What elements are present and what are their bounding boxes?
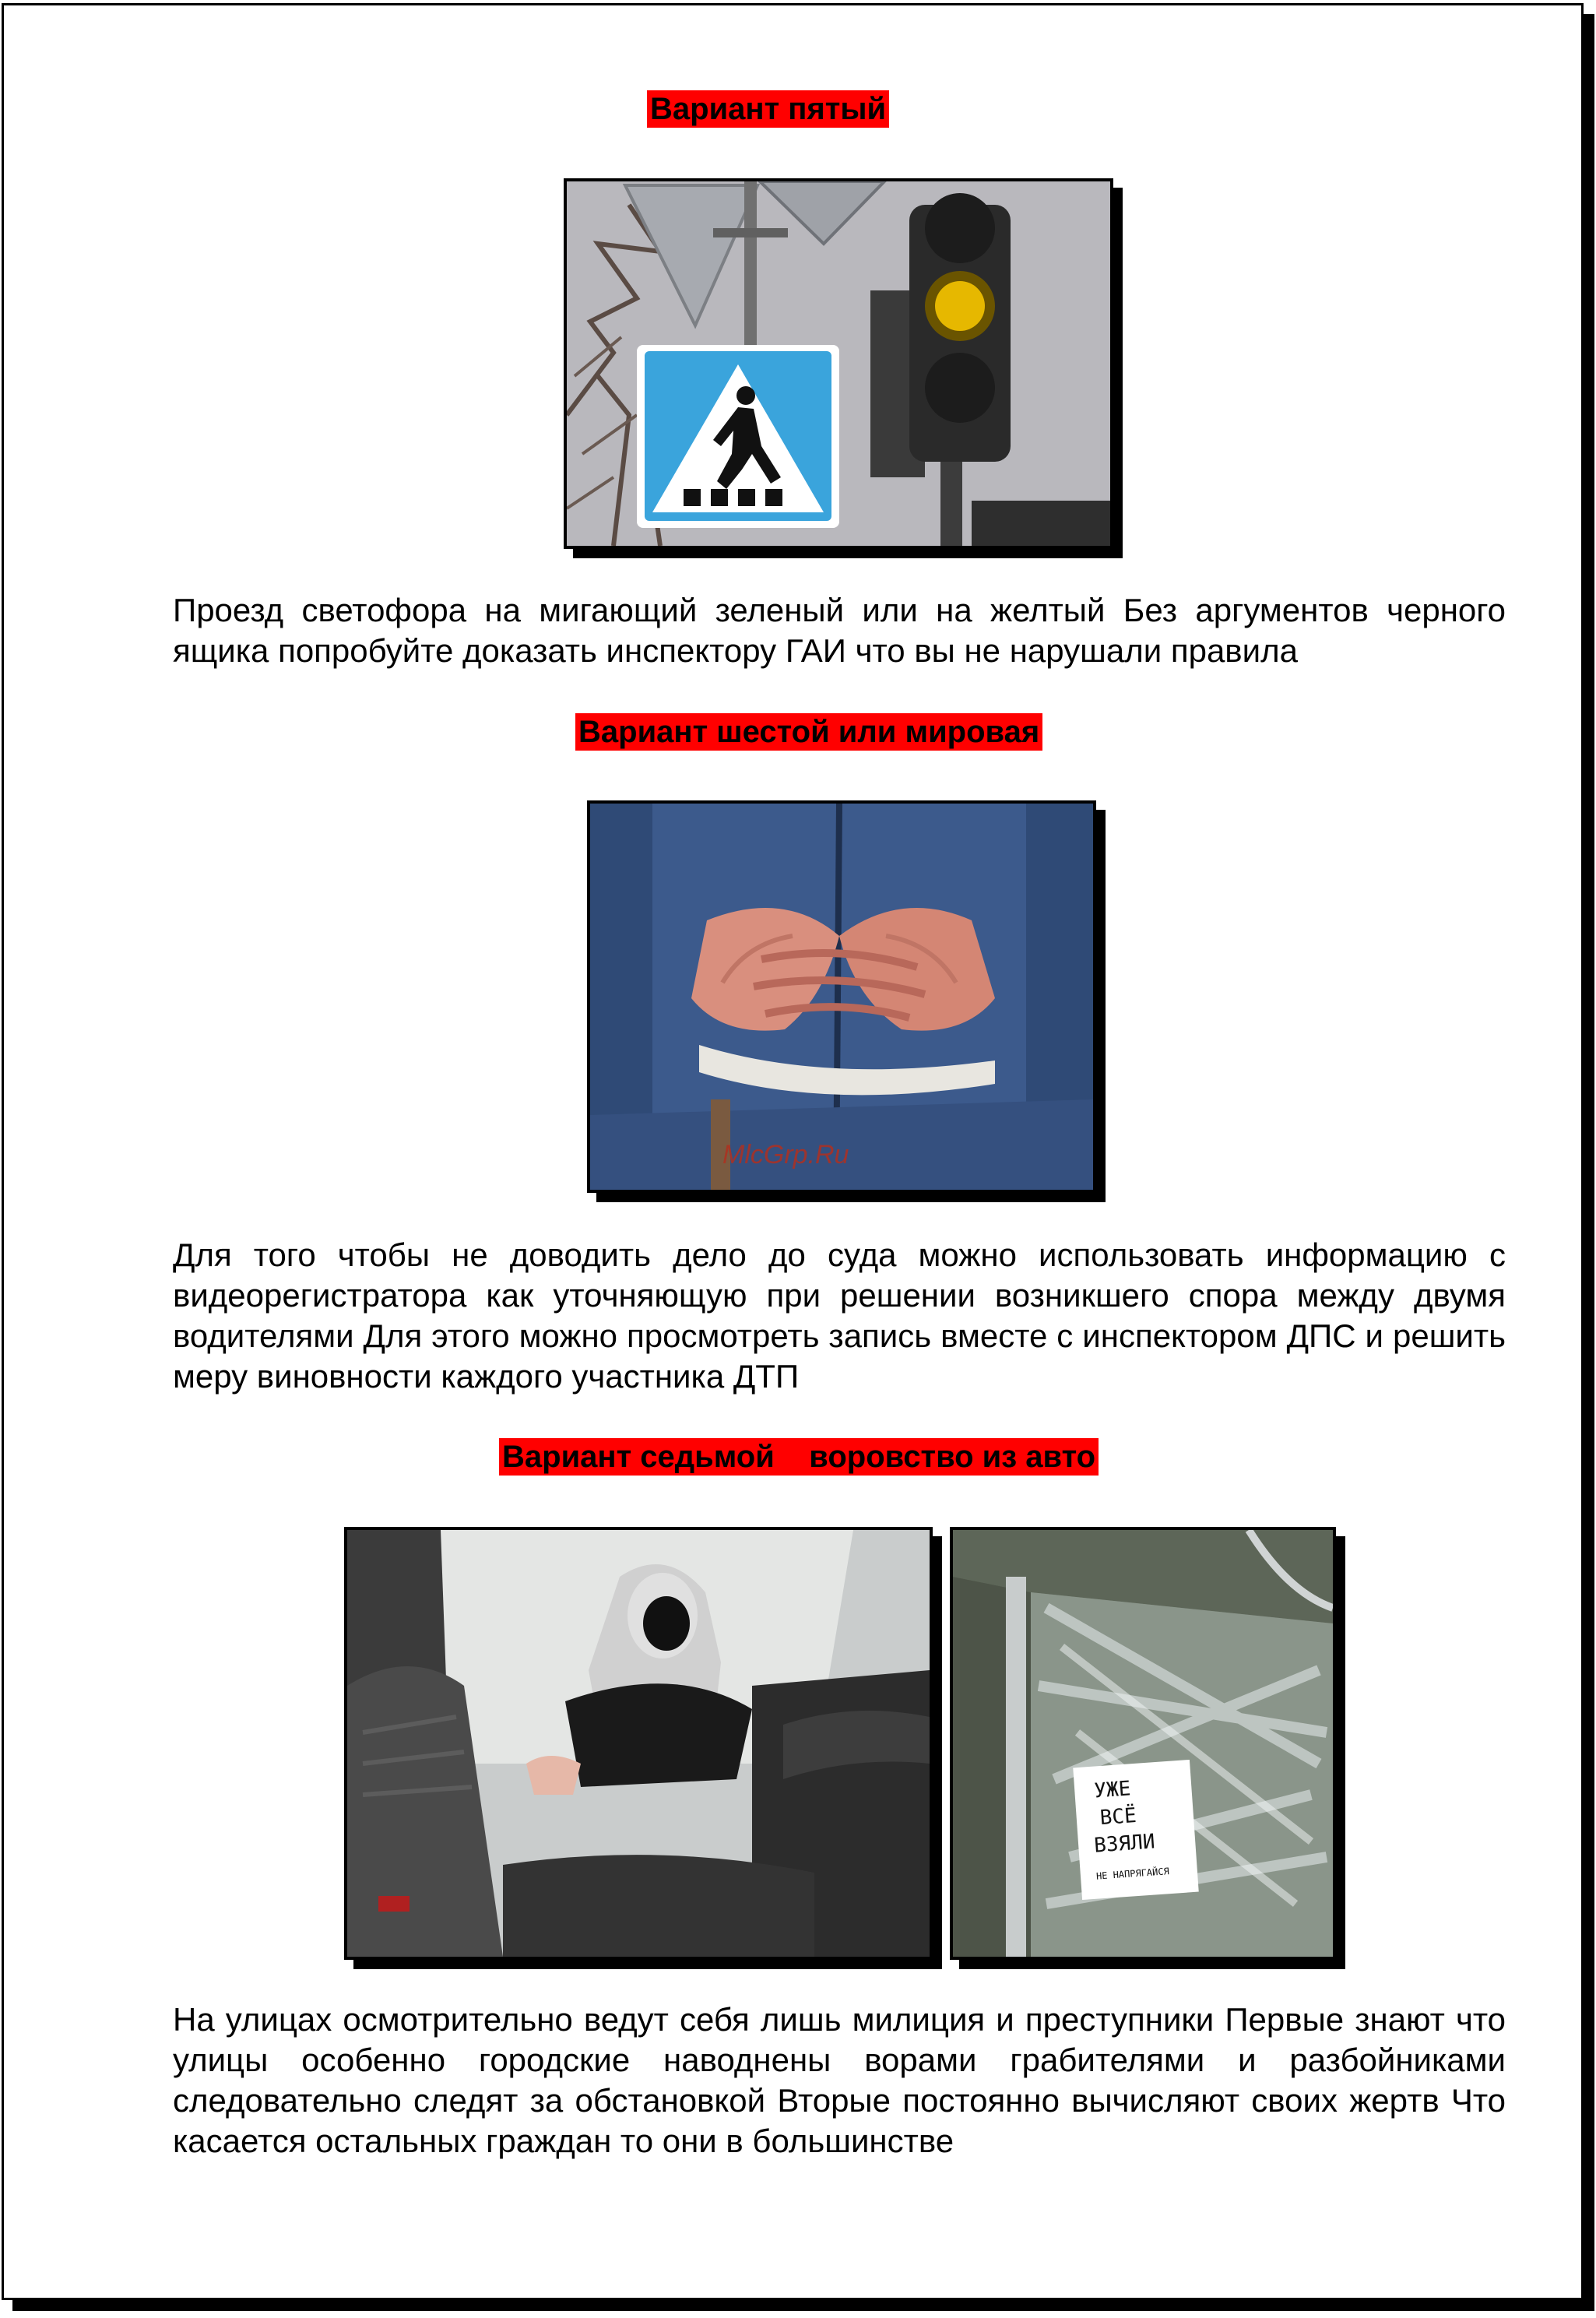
section-heading-7: Вариант седьмой воровство из авто [499, 1438, 1099, 1476]
section-6-paragraph: Для того чтобы не доводить дело до суда можно использовать информацию с видеорегистратора как уточняющую при решении возникшего спора между двумя водителями Для этого можно просмотреть запись вместе с инспектором ДПС и решить меру виновности каждого участника ДТП [173, 1236, 1506, 1395]
note-line-2: ВСЁ [1099, 1803, 1137, 1831]
car-thief-photo [344, 1527, 933, 1960]
traffic-light-photo [564, 178, 1113, 549]
section-heading-6: Вариант шестой или мировая [575, 713, 1042, 751]
note-line-3: ВЗЯЛИ [1093, 1830, 1156, 1858]
clasped-hands-photo [587, 800, 1096, 1193]
section-7-paragraph: На улицах осмотрительно ведут себя лишь милиция и преступники Первые знают что улицы особенно городские наводнены ворами грабителями и разбойниками следовательно следят за обстановкой Вторые постоянно вычисляют своих жертв Что касается остальных граждан то они в большинстве [173, 2001, 1506, 2159]
note-line-1: УЖЕ [1093, 1777, 1132, 1803]
section-5-paragraph: Проезд светофора на мигающий зеленый или на желтый Без аргументов черного ящика попробуйте доказать инспектору ГАИ что вы не нарушали правила [173, 592, 1506, 669]
site-watermark: MlcGrp.Ru [722, 1140, 849, 1170]
note-line-4: НЕ НАПРЯГАЙСЯ [1095, 1866, 1170, 1882]
section-heading-5: Вариант пятый [647, 90, 889, 128]
taped-car-window-photo [950, 1527, 1336, 1960]
